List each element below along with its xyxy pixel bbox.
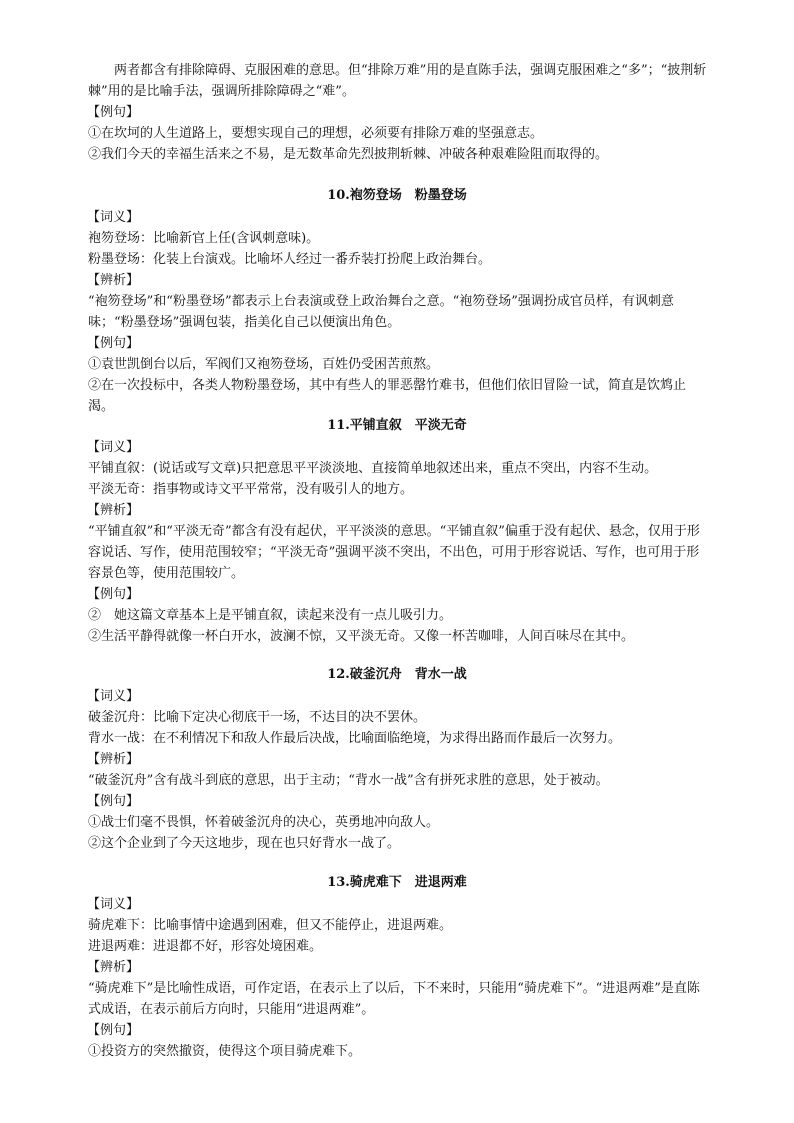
meaning-label: 【词义】 xyxy=(87,210,140,225)
example-sentence: ②生活平静得就像一杯白开水，波澜不惊，又平淡无奇。又像一杯苦咖啡，人间百味尽在其中。 xyxy=(88,629,635,644)
intro-paragraph: 两者都含有排除障碍、克服困难的意思。但“排除万难”用的是直陈手法，强调克服困难之“多”；“披荆斩棘”用的是比喻手法，强调所排除障碍之“难”。 xyxy=(88,63,707,99)
meaning-line: 破釜沉舟：比喻下定决心彻底干一场，不达目的决不罢休。 xyxy=(88,710,427,725)
example-label: 【例句】 xyxy=(87,105,140,120)
example-label: 【例句】 xyxy=(87,336,140,351)
section-title: 13.骑虎难下 进退两难 xyxy=(327,875,467,890)
meaning-label: 【词义】 xyxy=(87,897,140,912)
analysis-label: 【辨析】 xyxy=(87,960,140,975)
analysis-paragraph: “骑虎难下”是比喻性成语，可作定语，在表示上了以后，下不来时，只能用“骑虎难下”。“进退两难”是直陈式成语，在表示前后方向时，只能用“进退两难”。 xyxy=(88,981,700,1017)
section-title: 12.破釜沉舟 背水一战 xyxy=(327,667,467,682)
example-sentence: ①投资方的突然撤资，使得这个项目骑虎难下。 xyxy=(88,1044,362,1059)
meaning-line: 背水一战：在不利情况下和敌人作最后决战，比喻面临绝境，为求得出路而作最后一次努力。 xyxy=(88,731,622,746)
analysis-paragraph: “破釜沉舟”含有战斗到底的意思，出于主动；“背水一战”含有拼死求胜的意思，处于被动。 xyxy=(88,773,609,788)
analysis-label: 【辨析】 xyxy=(87,752,140,767)
example-label: 【例句】 xyxy=(87,587,140,602)
analysis-paragraph: “袍笏登场”和“粉墨登场”都表示上台表演或登上政治舞台之意。“袍笏登场”强调扮成官员样，有讽刺意味；“粉墨登场”强调包装，指美化自己以便演出角色。 xyxy=(88,294,674,330)
example-sentence: ①袁世凯倒台以后，军阀们又袍笏登场，百姓仍受困苦煎熬。 xyxy=(88,357,440,372)
meaning-label: 【词义】 xyxy=(87,689,140,704)
section-title: 10.袍笏登场 粉墨登场 xyxy=(327,188,467,203)
meaning-line: 袍笏登场：比喻新官上任(含讽刺意味)。 xyxy=(88,231,320,246)
example-sentence: ②这个企业到了今天这地步，现在也只好背水一战了。 xyxy=(88,836,401,851)
meaning-line: 平铺直叙：(说话或写文章)只把意思平平淡淡地、直接简单地叙述出来，重点不突出，内容不生动。 xyxy=(88,461,658,476)
analysis-paragraph: “平铺直叙”和“平淡无奇”都含有没有起伏，平平淡淡的意思。“平铺直叙”偏重于没有起伏、悬念，仅用于形容说话、写作，使用范围较窄；“平淡无奇”强调平淡不突出，不出色，可用于形容说话、写作，也可用于形容景色等，使用范围较广。 xyxy=(88,524,700,581)
example-sentence: ②我们今天的幸福生活来之不易，是无数革命先烈披荆斩棘、冲破各种艰难险阻而取得的。 xyxy=(88,147,609,162)
example-label: 【例句】 xyxy=(87,1023,140,1038)
meaning-line: 平淡无奇：指事物或诗文平平常常，没有吸引人的地方。 xyxy=(88,482,414,497)
example-sentence: ② 她这篇文章基本上是平铺直叙，读起来没有一点儿吸引力。 xyxy=(88,608,453,623)
example-sentence: ①在坎坷的人生道路上，要想实现自己的理想，必须要有排除万难的坚强意志。 xyxy=(88,126,544,141)
meaning-label: 【词义】 xyxy=(87,440,140,455)
meaning-line: 进退两难：进退都不好，形容处境困难。 xyxy=(88,939,323,954)
analysis-label: 【辨析】 xyxy=(87,273,140,288)
meaning-line: 骑虎难下：比喻事情中途遇到困难，但又不能停止，进退两难。 xyxy=(88,918,453,933)
section-title: 11.平铺直叙 平淡无奇 xyxy=(327,418,467,433)
example-sentence: ①战士们毫不畏惧，怀着破釜沉舟的决心，英勇地冲向敌人。 xyxy=(88,815,440,830)
example-label: 【例句】 xyxy=(87,794,140,809)
meaning-line: 粉墨登场：化装上台演戏。比喻坏人经过一番乔装打扮爬上政治舞台。 xyxy=(88,252,492,267)
analysis-label: 【辨析】 xyxy=(87,503,140,518)
example-sentence: ②在一次投标中，各类人物粉墨登场，其中有些人的罪恶罄竹难书，但他们依旧冒险一试，简直是饮鸩止渴。 xyxy=(88,378,687,414)
